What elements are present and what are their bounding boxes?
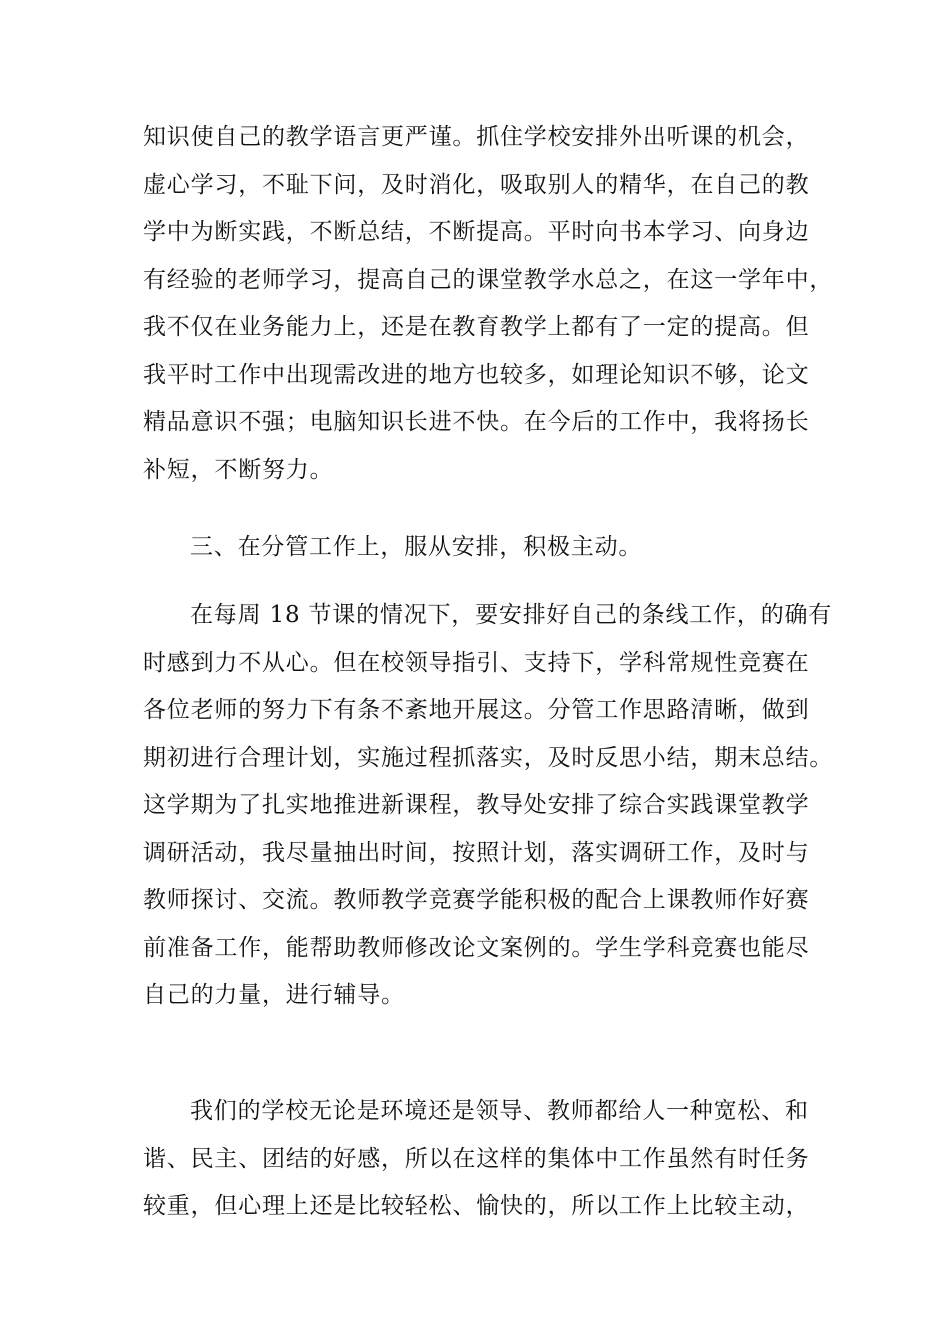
- text-line: 时感到力不从心。但在校领导指引、支持下，学科常规性竞赛在: [143, 649, 810, 676]
- text-line: 我们的学校无论是环境还是领导、教师都给人一种宽松、和: [190, 1098, 809, 1124]
- text-line: 学中为断实践，不断总结，不断提高。平时向书本学习、向身边: [143, 219, 810, 245]
- text-line: 我平时工作中出现需改进的地方也较多，如理论知识不够，论文: [143, 361, 810, 388]
- text-line: 前准备工作，能帮助教师修改论文案例的。学生学科竞赛也能尽: [143, 934, 810, 961]
- text-line: 各位老师的努力下有条不紊地开展这。分管工作思路清晰，做到: [143, 697, 810, 723]
- text-line: 精品意识不强；电脑知识长进不快。在今后的工作中，我将扬长: [143, 409, 810, 435]
- text-line: 调研活动，我尽量抽出时间，按照计划，落实调研工作，及时与: [143, 839, 810, 866]
- text-line: 我不仅在业务能力上，还是在教育教学上都有了一定的提高。但: [143, 314, 810, 340]
- text-line: 期初进行合理计划，实施过程抓落实，及时反思小结，期末总结。: [143, 744, 834, 771]
- text-line: 知识使自己的教学语言更严谨。抓住学校安排外出听课的机会，: [143, 124, 810, 150]
- section-heading: [143, 524, 823, 572]
- text-line: 虚心学习，不耻下问，及时消化，吸取别人的精华，在自己的教: [143, 171, 810, 198]
- text-line: 谐、民主、团结的好感，所以在这样的集体中工作虽然有时任务: [143, 1145, 810, 1172]
- text-line: 教师探讨、交流。教师教学竞赛学能积极的配合上课教师作好赛: [143, 887, 810, 913]
- text-line: 这学期为了扎实地推进新课程，教导处安排了综合实践课堂教学: [143, 792, 810, 818]
- text-line: 有经验的老师学习，提高自己的课堂教学水总之，在这一学年中，: [143, 266, 834, 293]
- text-line: 补短，不断努力。: [143, 456, 334, 483]
- text-line: 自己的力量，进行辅导。: [143, 982, 405, 1008]
- text-line: 较重，但心理上还是比较轻松、愉快的，所以工作上比较主动，: [143, 1193, 810, 1219]
- paragraph-1: [143, 114, 834, 494]
- paragraph-3: [143, 592, 834, 1020]
- heading-line: 三、在分管工作上，服从安排，积极主动。: [190, 534, 643, 560]
- paragraph-4: [143, 1088, 823, 1231]
- text-line: 在每周 18 节课的情况下，要安排好自己的条线工作，的确有: [190, 602, 833, 628]
